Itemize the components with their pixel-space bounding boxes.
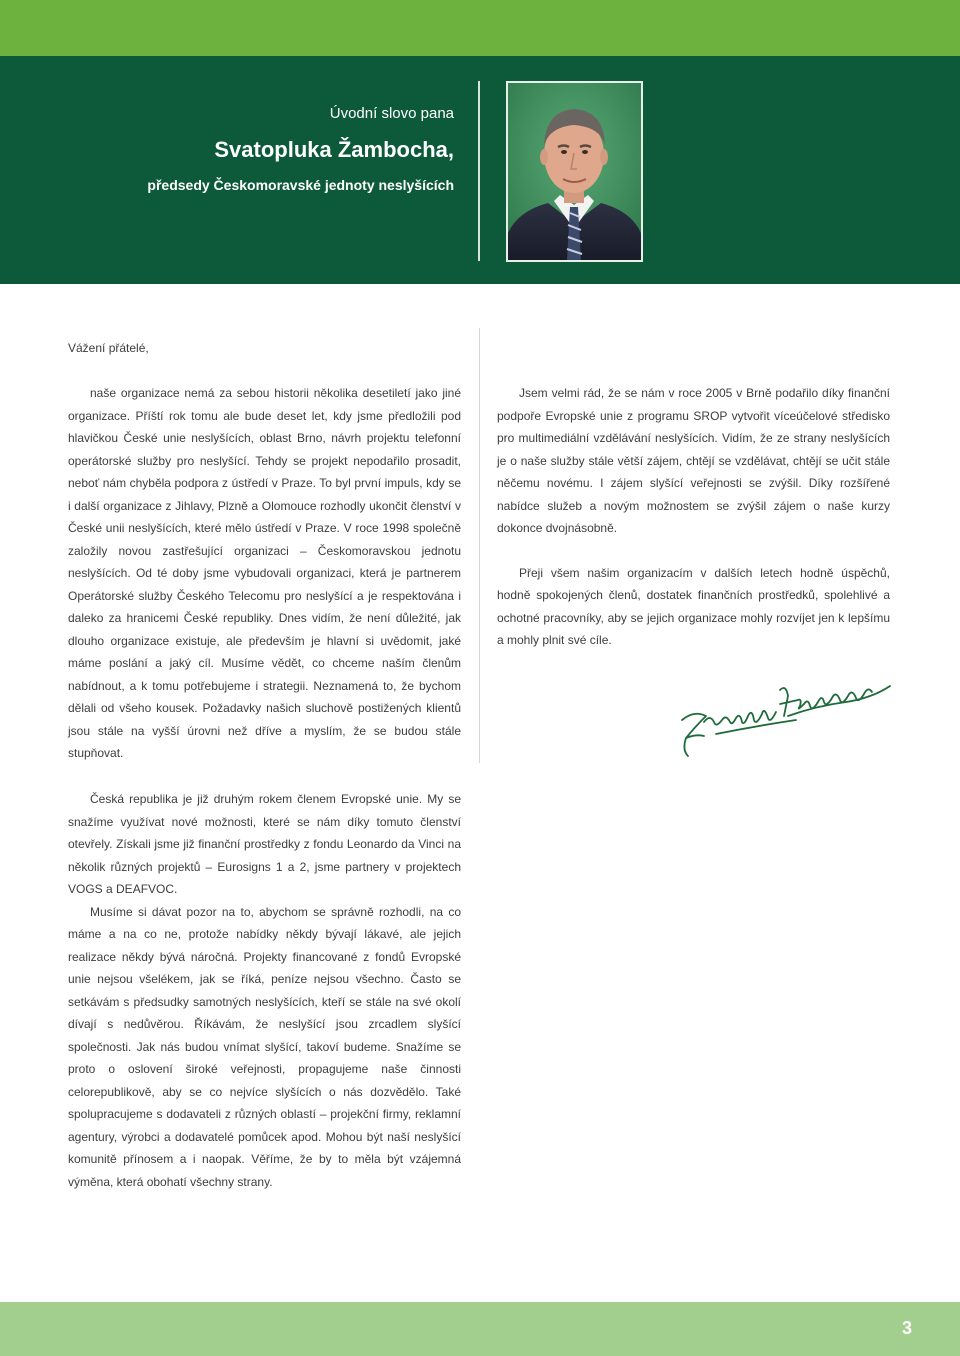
salutation: Vážení přátelé, (68, 341, 149, 355)
header-divider (478, 81, 480, 261)
bottom-color-band (0, 1302, 960, 1356)
left-column-top (68, 382, 461, 765)
paragraph: Přeji všem našim organizacím v dalších letech hodně úspěchů, hodně spokojených členů, dostatek finančních prostředků, spolehlivé a ochotné pracovníky, aby se jejich organizace mohly rozvíjet jen k lepšímu a mohly plnit své cíle. (497, 565, 890, 647)
portrait-illustration (508, 83, 641, 260)
portrait-photo (506, 81, 643, 262)
header-title-block (34, 103, 454, 195)
header-intro: Úvodní slovo pana (329, 105, 454, 122)
column-divider (479, 328, 480, 763)
paragraph: Musíme si dávat pozor na to, abychom se správně rozhodli, na co máme a na co ne, protože nabídky někdy bývají lákavé, ale jejich realizace někdy bývá náročná. Projekty financované z fondů Evropské unie nejsou všelékem, jak se říká, peníze nejsou všechno. Často se setkávám s předsudky samotných neslyšících, kteří se stále na své okolí dívají s nedůvěrou. Říkávám, že neslyšící jsou zrcadlem slyšící společnosti. Jak nás budou vnímat slyšící, takoví budeme. Snažíme se proto o oslovení široké veřejnosti, propagujeme naše činnosti celorepublikově, aby se co nejvíce slyšících o nás dozvědělo. Také spolupracujeme s dodavateli z různých oblastí – projekční firmy, reklamní agentury, výrobci a dodavatelé pomůcek apod. Mohou být naší neslyšící komunitě přínosem a i naopak. Věříme, že by to měla být vzájemná výměna, která obohatí všechny strany. (68, 904, 461, 1189)
signature (676, 676, 896, 762)
left-column-bottom (68, 788, 461, 1193)
page-number: 3 (901, 1318, 912, 1338)
top-color-band (0, 0, 960, 56)
header-role: předsedy Českomoravské jednoty neslyšících (147, 177, 454, 193)
paragraph: Česká republika je již druhým rokem členem Evropské unie. My se snažíme využívat nové možnosti, které se nám díky tomuto členství otevřely. Získali jsme již finanční prostředky z fondu Leonardo da Vinci na několik různých projektů – Eurosigns 1 a 2, jsme partnery v projektech VOGS a DEAFVOC. (68, 792, 461, 896)
paragraph: Jsem velmi rád, že se nám v roce 2005 v Brně podařilo díky finanční podpoře Evropské unie z programu SROP vytvořit víceúčelové středisko pro multimediální vzdělávání neslyšících. Vidím, že ze strany neslyšících je o naše služby stále větší zájem, chtějí se vzdělávat, chtějí se učit stále něčemu novému. I zájem slyšící veřejnosti se zvýšil. Díky rozšířené nabídce služeb a novým možnostem se zvýšil zájem o naše kurzy dokonce dvojnásobně. (497, 386, 890, 535)
right-column (497, 382, 890, 652)
header-name: Svatopluka Žambocha, (214, 137, 454, 162)
paragraph: naše organizace nemá za sebou historii několika desetiletí jako jiné organizace. Příští rok tomu ale bude deset let, kdy jsme předložili pod hlavičkou České unie neslyšících, oblast Brno, návrh projektu telefonní operátorské služby pro neslyšící. Tehdy se projekt nepodařilo prosadit, neboť nám chyběla podpora z ústředí v Praze. To byl první impuls, kdy se i další organizace z Jihlavy, Plzně a Olomouce rozhodly ukončit členství v České unii neslyšících, které mělo ústředí v Praze. V roce 1998 společně založily novou zastřešující organizaci – Českomoravskou jednotu neslyšících. Od té doby jsme vybudovali organizaci, která je partnerem Operátorské služby Českého Telecomu pro neslyšící a je respektována i daleko za hranicemi České republiky. Dnes vidím, že není důležité, jak dlouho organizace existuje, ale především je hlavní si uvědomit, jaké máme poslání a jaký cíl. Musíme vědět, co chceme naším členům nabídnout, a k tomu potřebujeme i strategii. Neznamená to, že bychom dělali od všeho kousek. Požadavky našich sluchově postižených klientů jsou stále na vyšší úrovni než dříve a myslím, že se budou stále stupňovat. (68, 386, 461, 760)
